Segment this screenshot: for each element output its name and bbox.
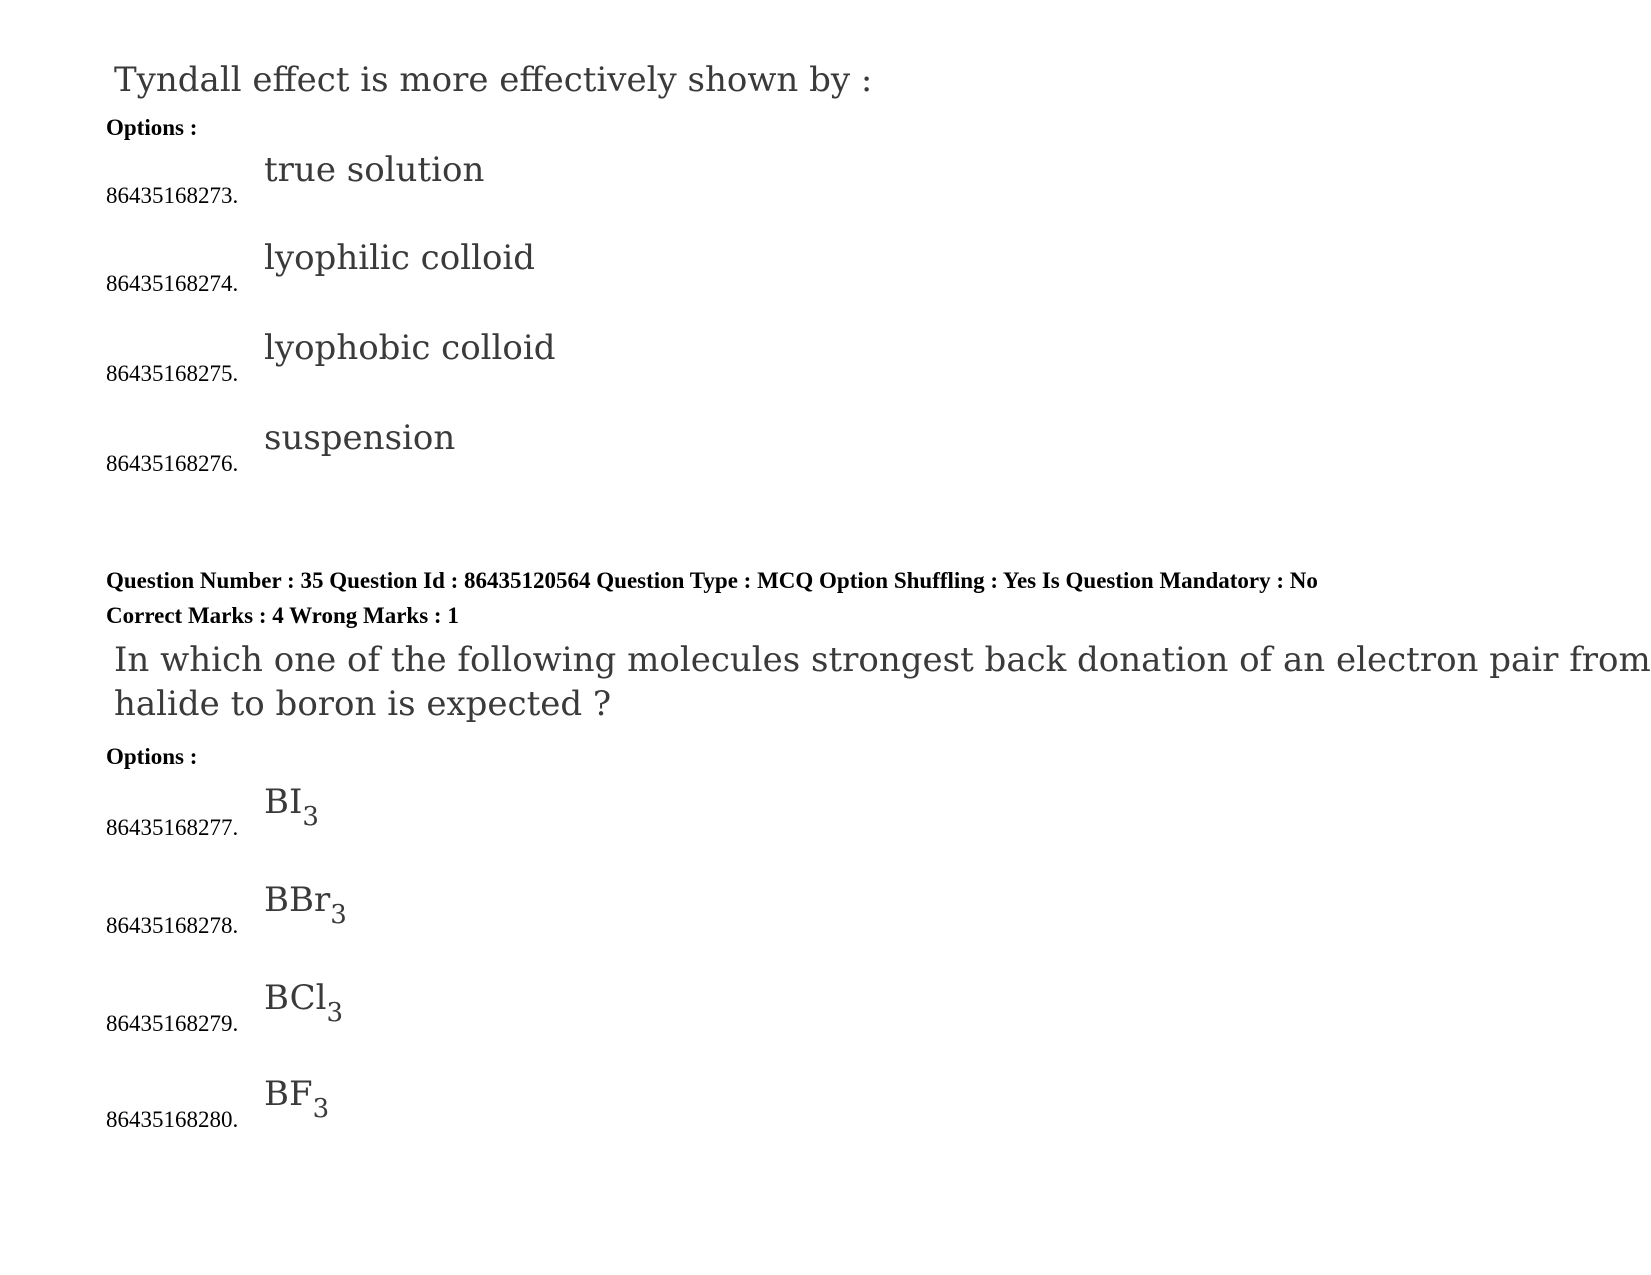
question-34-option-3[interactable] [106,328,1006,388]
option-id: 86435168273. [106,183,239,208]
question-34-options-label: Options : [106,115,198,140]
question-35-stem-line-2: halide to boron is expected ? [114,684,612,724]
option-text: lyophilic colloid [264,238,536,278]
question-35-options-label: Options : [106,744,198,769]
option-formula: $BF_3$ [264,1074,330,1124]
question-35-meta: Question Number : 35 Question Id : 86435120564 Question Type : MCQ Option Shuffling : Yes Is Question Mandatory : No [106,568,1318,593]
question-34-option-4[interactable] [106,418,1006,478]
option-text: suspension [264,418,456,458]
question-35-marks: Correct Marks : 4 Wrong Marks : 1 [106,603,459,628]
question-34-option-2[interactable] [106,238,1006,298]
question-35-option-4[interactable] [106,1074,1006,1134]
option-formula: $BI_3$ [264,782,319,832]
option-id: 86435168276. [106,451,239,476]
option-id: 86435168274. [106,271,239,296]
question-34-stem: Tyndall effect is more effectively shown by : [114,60,873,100]
question-34-option-1[interactable] [106,150,1006,210]
option-formula: BCl$_3$ [264,978,344,1028]
option-id: 86435168275. [106,361,239,386]
option-id: 86435168277. [106,815,239,840]
question-35-option-1[interactable] [106,782,1006,842]
option-text: true solution [264,150,485,190]
question-35-stem-line-1: In which one of the following molecules strongest back donation of an electron pair from [114,640,1651,680]
option-formula: BBr$_3$ [264,880,347,930]
question-35-option-3[interactable] [106,978,1006,1038]
option-id: 86435168278. [106,913,239,938]
option-id: 86435168280. [106,1107,239,1132]
option-id: 86435168279. [106,1011,239,1036]
question-35-option-2[interactable] [106,880,1006,940]
option-text: lyophobic colloid [264,328,556,368]
